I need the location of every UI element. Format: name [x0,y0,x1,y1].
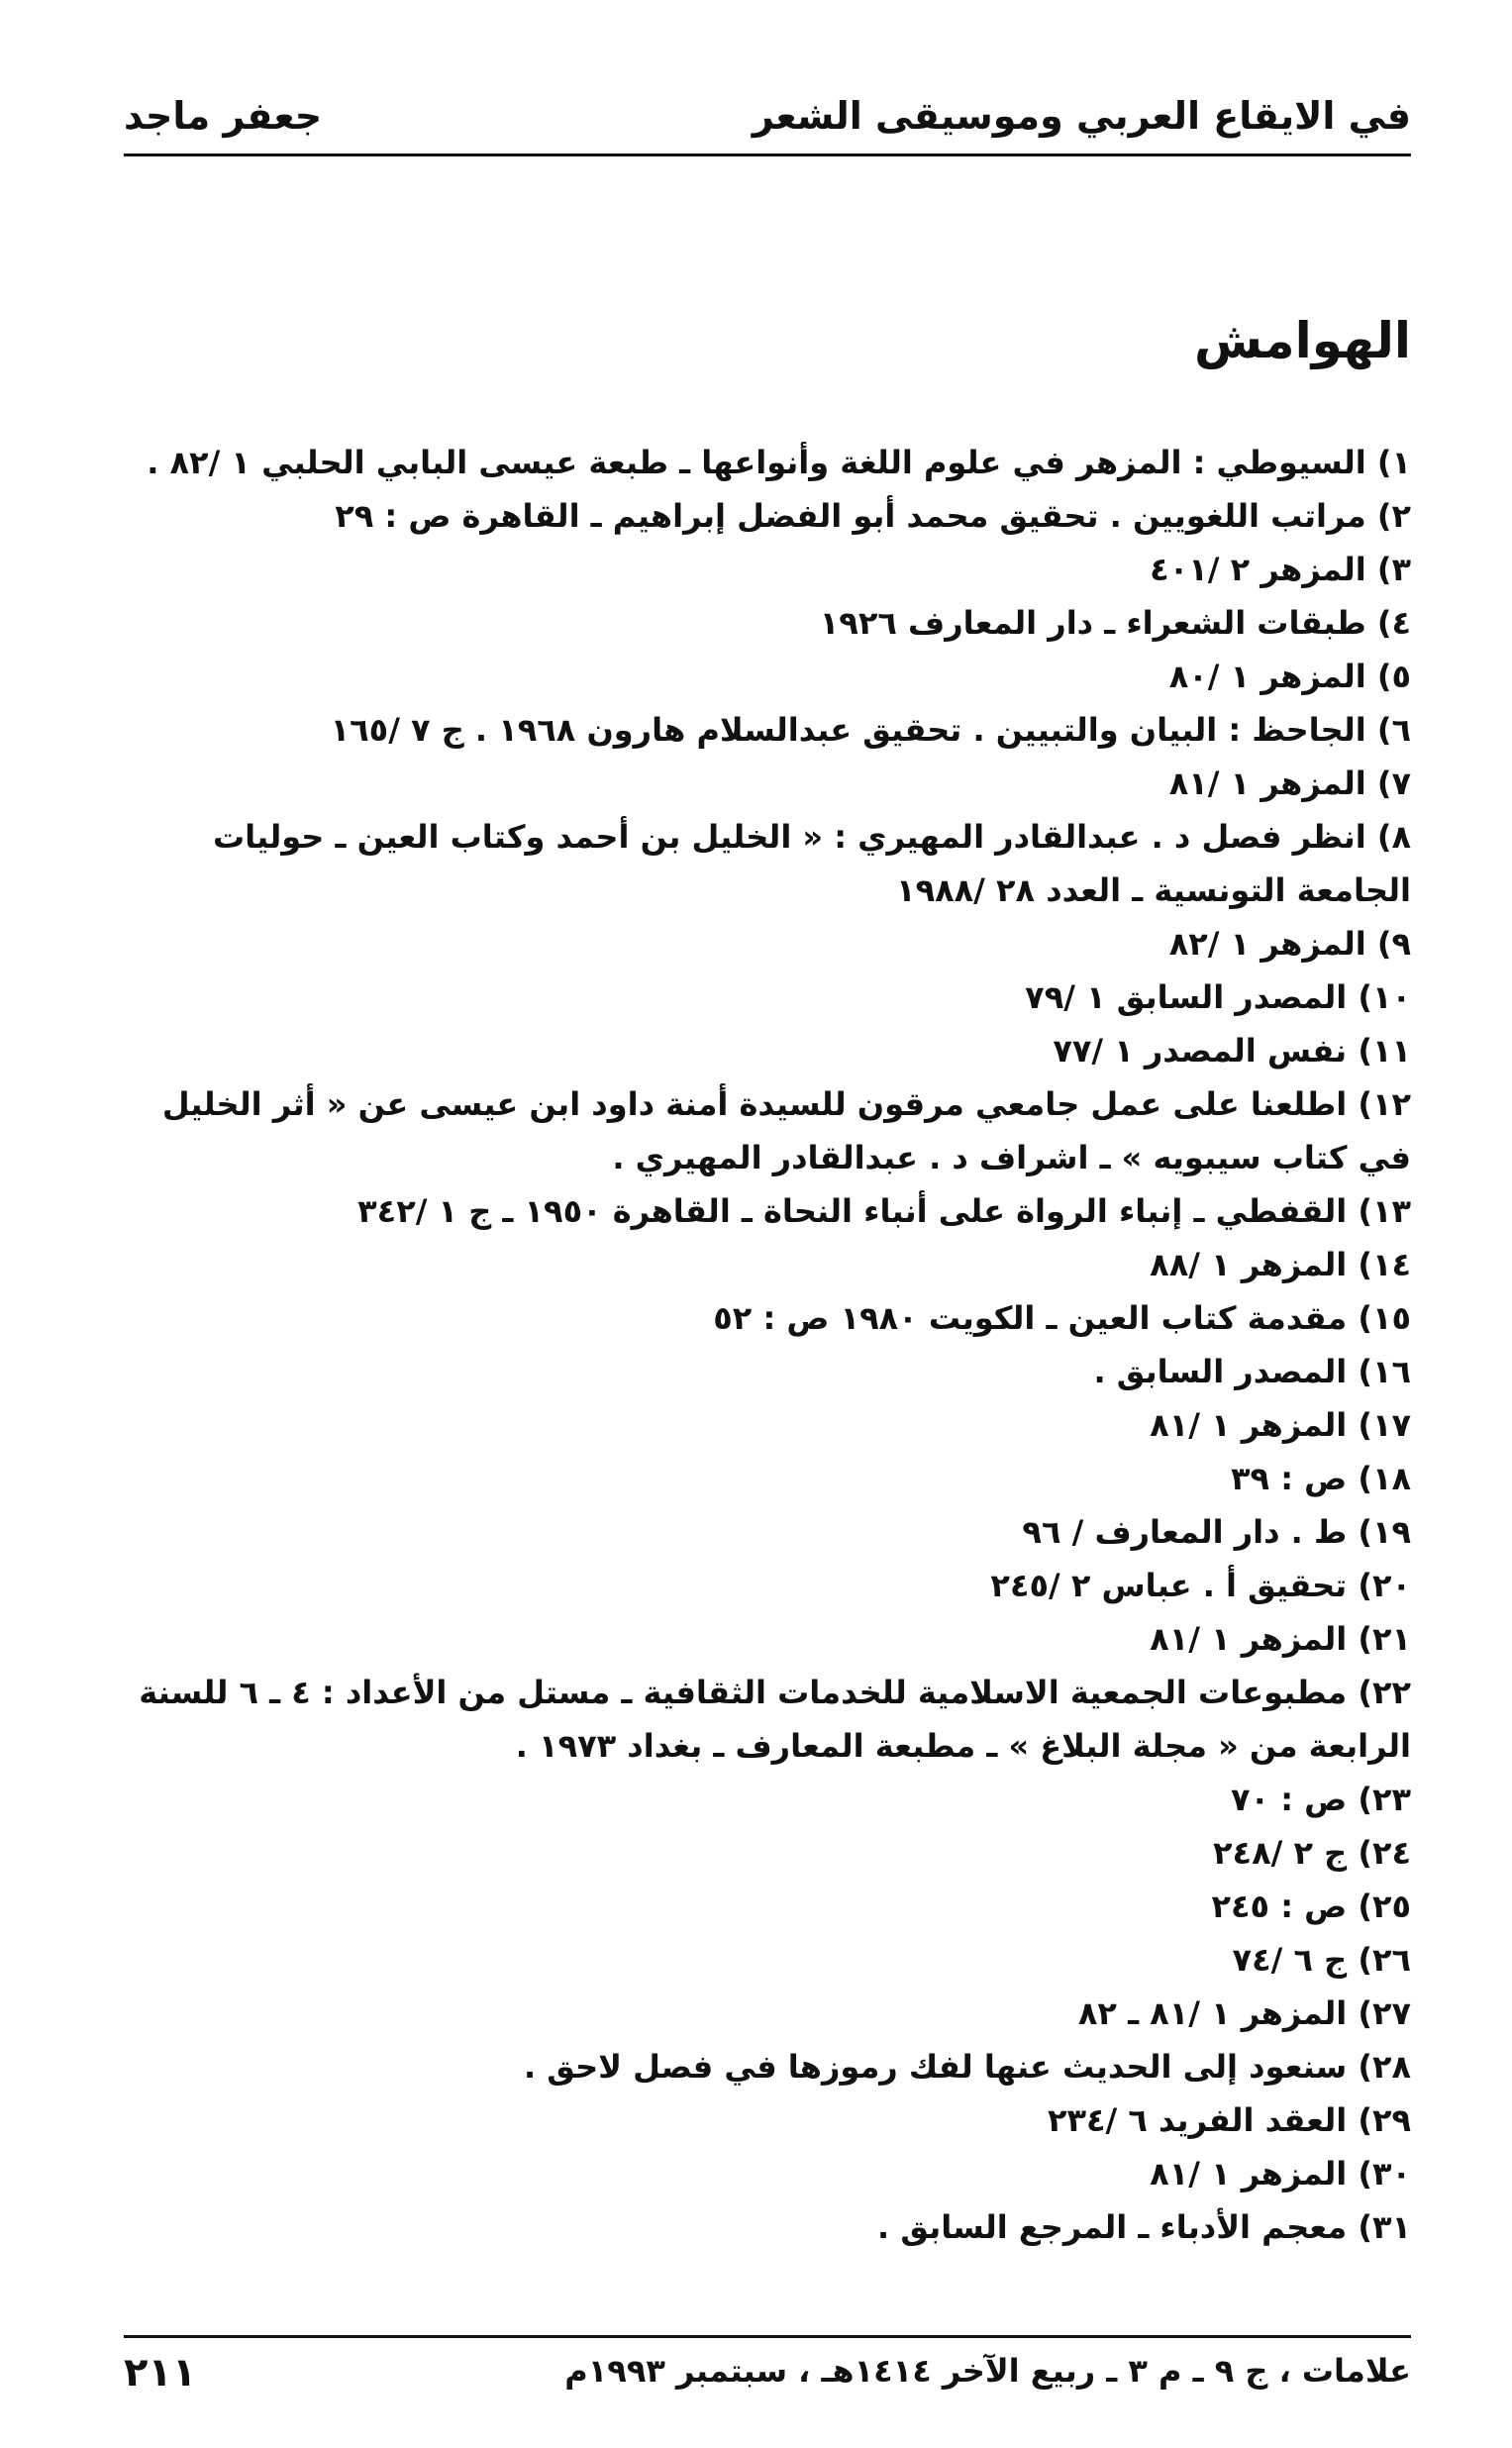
running-footer [124,2352,1411,2411]
footnote-item: ١٢) اطلعنا على عمل جامعي مرقون للسيدة أمنة داود ابن عيسى عن « أثر الخليل في كتاب سيبويه » ـ اشراف د . عبدالقادر المهيري . [161,1085,1411,1176]
footnote-item: ٢١) المزهر ١ /٨١ [1150,1620,1411,1658]
footnotes-list [124,436,1411,2254]
footnote-item: ٢) مراتب اللغويين . تحقيق محمد أبو الفضل إبراهيم ـ القاهرة ص : ٢٩ [335,497,1411,535]
footnote-item: ٢٩) العقد الفريد ٦ /٢٣٤ [1047,2101,1411,2139]
footnote-item: ٢٤) ج ٢ /٢٤٨ [1213,1834,1411,1872]
journal-title: في الايقاع العربي وموسيقى الشعر [752,94,1411,138]
footnote-item: ١٨) ص : ٣٩ [1230,1460,1411,1497]
footnote-item: ٢٠) تحقيق أ . عباس ٢ /٢٤٥ [990,1567,1411,1604]
footnote-item: ٩) المزهر ١ /٨٢ [1168,925,1411,963]
footnote-item: ٢٦) ج ٦ /٧٤ [1232,1941,1411,1979]
footnote-item: ١٥) مقدمة كتاب العين ـ الكويت ١٩٨٠ ص : ٥٢ [713,1299,1411,1337]
footnote-item: ٨) انظر فصل د . عبدالقادر المهيري : « الخليل بن أحمد وكتاب العين ـ حوليات الجامعة التونسية ـ العدد ٢٨ /١٩٨٨ [212,818,1411,909]
footnote-item: ١٠) المصدر السابق ١ /٧٩ [1025,978,1411,1016]
footnote-item: ٣) المزهر ٢ /٤٠١ [1150,551,1411,588]
footnote-item: ٢٨) سنعود إلى الحديث عنها لفك رموزها في فصل لاحق . [523,2048,1411,2086]
footnote-item: ١٦) المصدر السابق . [1093,1353,1411,1390]
footnote-item: ١٤) المزهر ١ /٨٨ [1150,1246,1411,1283]
footnote-item: ٢٣) ص : ٧٠ [1230,1781,1411,1818]
footnote-item: ٢٧) المزهر ١ /٨١ ـ ٨٢ [1077,1994,1411,2032]
footnote-item: ٢٢) مطبوعات الجمعية الاسلامية للخدمات الثقافية ـ مستل من الأعداد : ٤ ـ ٦ للسنة الرابعة من « مجلة البلاغ » ـ مطبعة المعارف ـ بغداد ١٩٧٣ . [139,1674,1411,1765]
footnote-item: ٧) المزهر ١ /٨١ [1168,765,1411,802]
footnote-item: ١) السيوطي : المزهر في علوم اللغة وأنواعها ـ طبعة عيسى البابي الحلبي ١ /٨٢ . [147,444,1411,481]
footnote-item: ٤) طبقات الشعراء ـ دار المعارف ١٩٢٦ [819,604,1411,642]
section-title: الهوامش [1193,312,1411,369]
footnote-item: ١٧) المزهر ١ /٨١ [1150,1406,1411,1444]
footnote-item: ١٩) ط . دار المعارف / ٩٦ [1022,1513,1411,1551]
author-name: جعفر ماجد [124,94,323,138]
footnote-item: ٣١) معجم الأدباء ـ المرجع السابق . [877,2208,1411,2246]
footnote-item: ١١) نفس المصدر ١ /٧٧ [1053,1032,1411,1070]
footnote-item: ١٣) القفطي ـ إنباء الرواة على أنباء النحاة ـ القاهرة ١٩٥٠ ـ ج ١ /٣٤٢ [357,1192,1411,1230]
running-header [124,94,1411,153]
header-rule [124,153,1411,156]
footnote-item: ٣٠) المزهر ١ /٨١ [1150,2155,1411,2193]
footnote-item: ٥) المزهر ١ /٨٠ [1168,658,1411,695]
footnote-item: ٦) الجاحظ : البيان والتبيين . تحقيق عبدالسلام هارون ١٩٦٨ . ج ٧ /١٦٥ [330,711,1411,749]
footnote-item: ٢٥) ص : ٢٤٥ [1211,1887,1411,1925]
issue-info: علامات ، ج ٩ ـ م ٣ ـ ربيع الآخر ١٤١٤هـ ، سبتمبر ١٩٩٣م [564,2352,1411,2390]
footer-rule [124,2335,1411,2338]
page-number: ٢١١ [124,2350,197,2396]
